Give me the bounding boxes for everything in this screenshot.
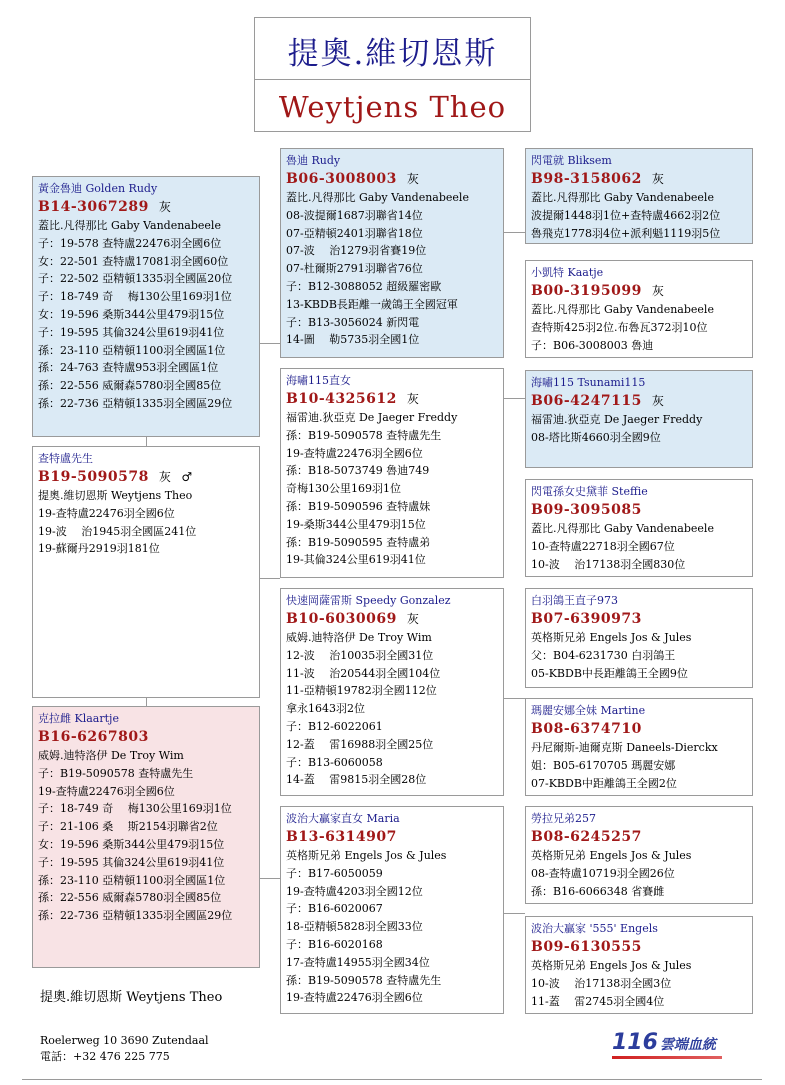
- pigeon-name: 快速岡薩雷斯 Speedy Gonzalez: [286, 594, 451, 607]
- pigeon-name: 海嘯115直女: [286, 374, 351, 387]
- info-line: 子：B16-6020168: [286, 937, 383, 951]
- ssd-card: [525, 260, 753, 358]
- title-divider: [255, 79, 530, 80]
- info-line: 子：19-578 查特盧22476羽全國6位: [38, 236, 222, 250]
- pigeon-name: 波治大贏家直女 Maria: [286, 812, 400, 825]
- sire-sire-card: [280, 148, 504, 358]
- dam-card: [32, 706, 260, 968]
- info-line: 丹尼爾斯-迪爾克斯 Daneels-Dierckx: [531, 741, 718, 754]
- ring-number: B06-3008003 灰: [286, 171, 420, 187]
- info-line: 孫：22-736 亞精頓1335羽全國區29位: [38, 909, 233, 923]
- info-line: 蓋比.凡得那比 Gaby Vandenabeele: [286, 191, 469, 204]
- info-line: 孫：22-736 亞精頓1335羽全國區29位: [38, 396, 233, 410]
- pigeon-name: 波治大贏家 '555' Engels: [531, 922, 658, 935]
- sss-card: [525, 148, 753, 244]
- info-line: 10-查特盧22718羽全國67位: [531, 539, 675, 553]
- info-line: 孫：22-556 威爾森5780羽全國85位: [38, 891, 222, 905]
- info-line: 子：B17-6050059: [286, 866, 383, 880]
- dam-dam-card: [280, 806, 504, 1014]
- info-line: 08-查特盧10719羽全國26位: [531, 866, 675, 880]
- info-line: 女：19-596 桑斯344公里479羽15位: [38, 307, 225, 321]
- info-line: 子：18-749 奇 梅130公里169羽1位: [38, 802, 232, 816]
- pigeon-name: 閃電就 Bliksem: [531, 154, 612, 167]
- info-line: 孫：23-110 亞精頓1100羽全國區1位: [38, 873, 226, 887]
- info-line: 08-塔比斯4660羽全國9位: [531, 430, 661, 444]
- info-line: 查特斯425羽2位.布魯瓦372羽10位: [531, 320, 708, 334]
- connector: [504, 398, 525, 399]
- connector: [260, 343, 280, 344]
- info-line: 19-查特盧22476羽全國6位: [38, 506, 175, 520]
- pigeon-name: 瑪麗安娜全妹 Martine: [531, 704, 646, 717]
- info-line: 11-蓋 雷2745羽全國4位: [531, 994, 665, 1008]
- info-line: 05-KBDB中長距離鴿王全國9位: [531, 666, 688, 680]
- logo-text: 雲端血統: [659, 1037, 716, 1053]
- info-line: 子：B16-6020067: [286, 902, 383, 916]
- info-line: 孫：B19-5090596 查特盧妹: [286, 499, 431, 513]
- ring-number: B19-5090578 灰 ♂: [38, 469, 193, 485]
- ring-number: B13-6314907: [286, 829, 397, 845]
- pigeon-name: 魯迪 Rudy: [286, 154, 341, 167]
- info-line: 19-查特盧4203羽全國12位: [286, 884, 423, 898]
- info-line: 19-查特盧22476羽全國6位: [38, 784, 175, 798]
- connector: [504, 913, 525, 914]
- info-line: 07-亞精頓2401羽聯省18位: [286, 226, 423, 240]
- info-line: 19-波 治1945羽全國區241位: [38, 524, 197, 538]
- info-line: 英格斯兄弟 Engels Jos & Jules: [286, 849, 447, 862]
- info-line: 孫：B19-5090578 查特盧先生: [286, 973, 442, 987]
- dsd-card: [525, 698, 753, 796]
- ring-number: B06-4247115 灰: [531, 393, 665, 409]
- info-line: 18-亞精頓5828羽全國33位: [286, 920, 423, 934]
- dss-card: [525, 588, 753, 688]
- connector: [504, 232, 525, 233]
- info-line: 14-蓋 雷9815羽全國28位: [286, 773, 427, 787]
- ring-number: B09-6130555: [531, 939, 642, 955]
- info-line: 19-查特盧22476羽全國6位: [286, 446, 423, 460]
- color: 灰: [651, 172, 665, 186]
- ring-number: B10-4325612 灰: [286, 391, 420, 407]
- ring-number: B14-3067289 灰: [38, 199, 172, 215]
- info-line: 19-查特盧22476羽全國6位: [286, 991, 423, 1005]
- info-line: 11-波 治20544羽全國104位: [286, 666, 441, 680]
- ring-number: B98-3158062 灰: [531, 171, 665, 187]
- color: 灰: [406, 392, 420, 406]
- info-line: 姐：B05-6170705 瑪麗安娜: [531, 758, 676, 772]
- info-line: 07-KBDB中距離鴿王全國2位: [531, 776, 677, 790]
- info-line: 孫：23-110 亞精頓1100羽全國區1位: [38, 343, 226, 357]
- info-line: 孫：B16-6066348 省賽雌: [531, 884, 665, 898]
- info-line: 子：B12-3088052 超級羅密歐: [286, 279, 442, 293]
- title-chinese: 提奧.維切恩斯: [287, 36, 498, 72]
- bottom-divider: [22, 1079, 762, 1080]
- info-line: 14-圖 勒5735羽全國1位: [286, 333, 420, 347]
- color: 灰: [651, 284, 665, 298]
- pigeon-name: 黃金魯迪 Golden Rudy: [38, 182, 158, 195]
- info-line: 子：B06-3008003 魯迪: [531, 338, 654, 352]
- info-line: 威姆.迪特洛伊 De Troy Wim: [38, 749, 184, 762]
- connector: [260, 578, 280, 579]
- connector: [504, 698, 525, 699]
- info-line: 07-杜爾斯2791羽聯省76位: [286, 262, 423, 276]
- color: 灰: [406, 172, 420, 186]
- color: 灰: [651, 394, 665, 408]
- info-line: 蓋比.凡得那比 Gaby Vandenabeele: [531, 522, 714, 535]
- info-line: 12-蓋 雷16988羽全國25位: [286, 737, 434, 751]
- info-line: 女：22-501 查特盧17081羽全國60位: [38, 254, 229, 268]
- info-line: 07-波 治1279羽省賽19位: [286, 244, 427, 258]
- info-line: 子：B12-6022061: [286, 719, 383, 733]
- info-line: 英格斯兄弟 Engels Jos & Jules: [531, 959, 692, 972]
- info-line: 10-波 治17138羽全國830位: [531, 557, 686, 571]
- info-line: 蓋比.凡得那比 Gaby Vandenabeele: [531, 191, 714, 204]
- info-line: 孫：B19-5090578 查特盧先生: [286, 428, 442, 442]
- pigeon-name: 閃電孫女史黛菲 Steffie: [531, 485, 648, 498]
- pigeon-name: 克拉雌 Klaartje: [38, 712, 119, 725]
- ring-number: B08-6374710: [531, 721, 642, 737]
- connector: [146, 437, 147, 446]
- dam-sire-card: [280, 588, 504, 796]
- info-line: 17-查特盧14955羽全國34位: [286, 955, 430, 969]
- address: Roelerweg 10 3690 Zutendaal: [40, 1034, 209, 1047]
- info-line: 子：B13-6060058: [286, 755, 383, 769]
- info-line: 魯飛克1778羽4位+派利魁1119羽5位: [531, 226, 721, 240]
- info-line: 11-亞精頓19782羽全國112位: [286, 684, 437, 698]
- info-line: 福雷迪.狄亞克 De Jaeger Freddy: [531, 413, 703, 426]
- ring-number: B10-6030069 灰: [286, 611, 420, 627]
- info-line: 子：18-749 奇 梅130公里169羽1位: [38, 290, 232, 304]
- pigeon-name: 勞拉兄弟257: [531, 812, 596, 825]
- info-line: 10-波 治17138羽全國3位: [531, 976, 672, 990]
- logo-number: 116: [612, 1030, 658, 1055]
- ring-number: B16-6267803: [38, 729, 149, 745]
- brand-logo: [612, 1030, 716, 1055]
- sds-card: [525, 370, 753, 468]
- ring-number: B09-3095085: [531, 502, 642, 518]
- sire-card: [32, 176, 260, 437]
- info-line: 英格斯兄弟 Engels Jos & Jules: [531, 631, 692, 644]
- color: 灰: [158, 200, 172, 214]
- pigeon-name: 查特盧先生: [38, 452, 93, 465]
- info-line: 子：19-595 其倫324公里619羽41位: [38, 855, 225, 869]
- info-line: 孫：B18-5073749 魯迪749: [286, 464, 430, 478]
- info-line: 孫：22-556 威爾森5780羽全國85位: [38, 379, 222, 393]
- connector: [260, 878, 280, 879]
- info-line: 子：19-595 其倫324公里619羽41位: [38, 325, 225, 339]
- info-line: 女：19-596 桑斯344公里479羽15位: [38, 837, 225, 851]
- ring-number: B00-3195099 灰: [531, 283, 665, 299]
- info-line: 12-波 治10035羽全國31位: [286, 648, 434, 662]
- dds-card: [525, 806, 753, 904]
- ddd-card: [525, 916, 753, 1014]
- info-line: 父：B04-6231730 白羽鴿王: [531, 648, 676, 662]
- sex-icon: ♂: [181, 470, 193, 484]
- connector: [146, 698, 147, 706]
- pigeon-name: 小凱特 Kaatje: [531, 266, 604, 279]
- title-box: [254, 17, 531, 132]
- info-line: 子：22-502 亞精頓1335羽全國區20位: [38, 272, 233, 286]
- info-line: 福雷迪.狄亞克 De Jaeger Freddy: [286, 411, 458, 424]
- self-card: [32, 446, 260, 698]
- info-line: 子：21-106 桑 斯2154羽聯省2位: [38, 820, 218, 834]
- info-line: 威姆.迪特洛伊 De Troy Wim: [286, 631, 432, 644]
- info-line: 孫：B19-5090595 查特盧弟: [286, 535, 431, 549]
- color: 灰: [158, 470, 172, 484]
- info-line: 19-蘇爾丹2919羽181位: [38, 542, 160, 556]
- info-line: 19-桑斯344公里479羽15位: [286, 517, 426, 531]
- sire-dam-card: [280, 368, 504, 578]
- sdd-card: [525, 479, 753, 577]
- info-line: 蓋比.凡得那比 Gaby Vandenabeele: [38, 219, 221, 232]
- info-line: 波提爾1448羽1位+查特盧4662羽2位: [531, 208, 721, 222]
- color: 灰: [406, 612, 420, 626]
- ring-number: B08-6245257: [531, 829, 642, 845]
- info-line: 英格斯兄弟 Engels Jos & Jules: [531, 849, 692, 862]
- info-line: 子：B13-3056024 新閃電: [286, 315, 420, 329]
- title-english: Weytjens Theo: [278, 90, 507, 124]
- info-line: 蓋比.凡得那比 Gaby Vandenabeele: [531, 303, 714, 316]
- phone: 電話：+32 476 225 775: [40, 1050, 170, 1063]
- info-line: 拿永1643羽2位: [286, 702, 365, 716]
- owner-name: 提奧.維切恩斯 Weytjens Theo: [40, 990, 223, 1005]
- pigeon-name: 海嘯115 Tsunami115: [531, 376, 646, 389]
- info-line: 孫：24-763 查特盧953羽全國區1位: [38, 361, 219, 375]
- info-line: 08-波提爾1687羽聯省14位: [286, 208, 423, 222]
- info-line: 子：B19-5090578 查特盧先生: [38, 766, 194, 780]
- info-line: 19-其倫324公里619羽41位: [286, 553, 426, 567]
- pigeon-name: 白羽鴿王直子973: [531, 594, 618, 607]
- contact-info: [40, 1033, 209, 1065]
- info-line: 13-KBDB長距離一歲鴿王全國冠軍: [286, 297, 458, 311]
- info-line: 奇梅130公里169羽1位: [286, 482, 401, 496]
- info-line: 提奧.維切恩斯 Weytjens Theo: [38, 489, 193, 502]
- ring-number: B07-6390973: [531, 611, 642, 627]
- logo-underline: [612, 1056, 722, 1059]
